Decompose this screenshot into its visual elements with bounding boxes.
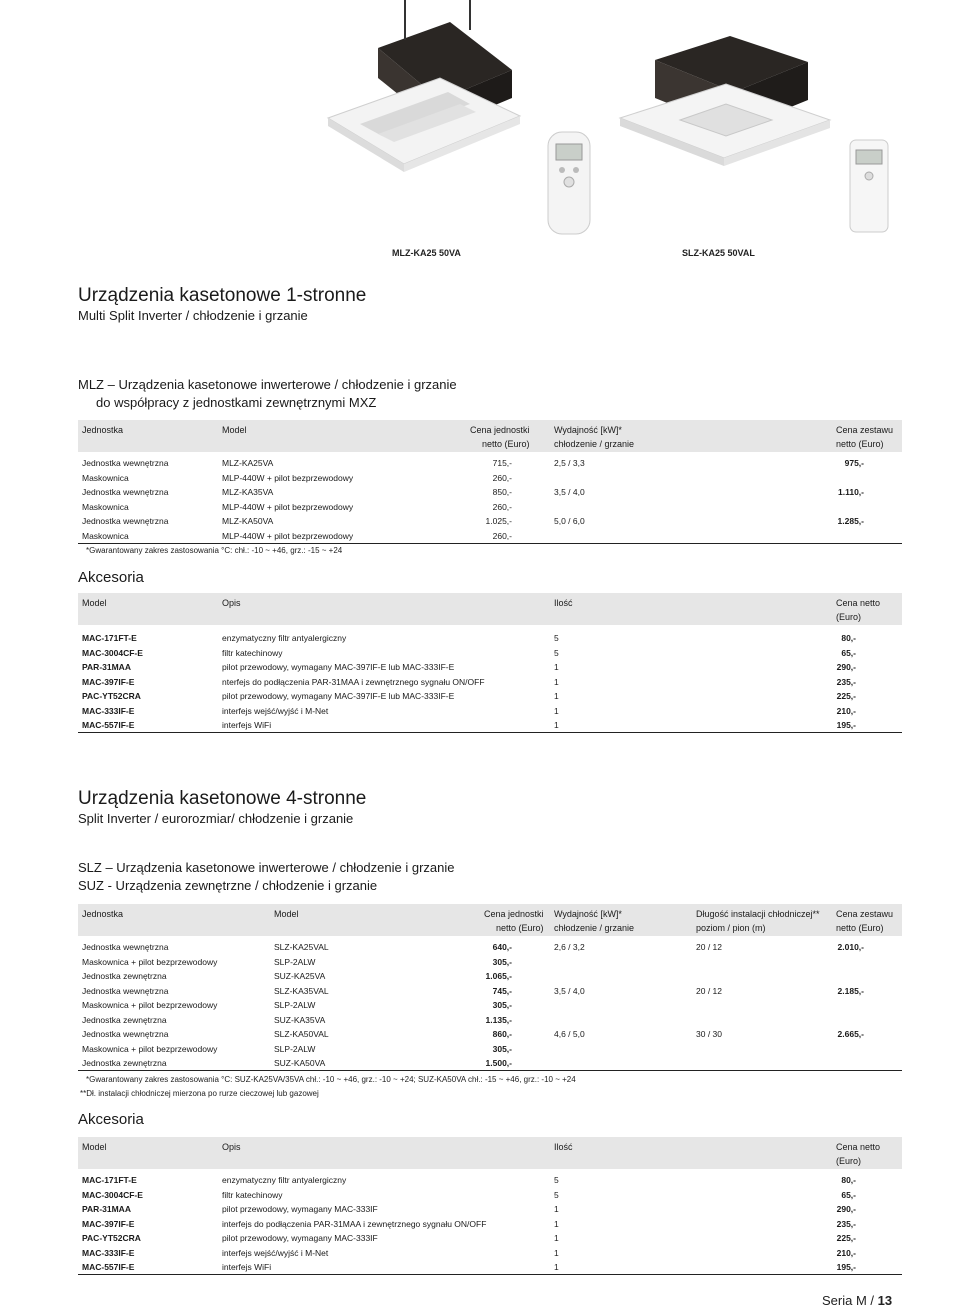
acc-th-desc: Opis [222,598,241,608]
cell-acc-desc: enzymatyczny filtr antyalergiczny [222,1175,347,1185]
acc-th-model: Model [82,598,107,608]
cell-acc-qty: 5 [554,633,559,643]
th-unit: Jednostka [82,425,124,435]
table-row [78,529,902,543]
cell-acc-desc: interfejs WiFi [222,720,272,730]
section1-table-header [78,420,902,452]
footer-series: Seria M / [822,1293,878,1308]
cell-acc-desc: enzymatyczny filtr antyalergiczny [222,633,347,643]
cell-acc-model: MAC-3004CF-E [82,647,143,658]
cell-acc-price: 80,- [841,633,856,643]
th-price-unit-1: Cena jednostki [470,425,530,435]
cell-acc-qty: 5 [554,647,559,658]
section1-subtitle: Multi Split Inverter / chłodzenie i grzanie [78,308,308,323]
table-row [78,456,902,470]
cell-acc-price: 65,- [841,647,856,658]
cell-price: 260,- [492,472,512,483]
th2-capacity-1: Wydajność [kW]* [554,909,622,919]
acc-th-price-2: (Euro) [836,612,862,622]
table-row [78,1027,902,1041]
cell-acc-qty: 1 [554,1218,559,1229]
cell-unit: Maskownica [82,530,129,541]
section1-accessories-title: Akcesoria [78,569,144,586]
cell-model: MLP-440W + pilot bezprzewodowy [222,501,354,512]
table-row [78,1217,902,1231]
cell-capacity: 4,6 / 5,0 [554,1029,585,1039]
cell-acc-price: 80,- [841,1175,856,1185]
table-row [78,1042,902,1056]
table-row [78,998,902,1012]
cell-acc-qty: 1 [554,720,559,730]
section2-table-header [78,904,902,936]
cell-acc-desc: interfejs WiFi [222,1262,272,1272]
product-illustrations [0,0,960,240]
cell-acc-qty: 1 [554,691,559,701]
th2-capacity-2: chłodzenie / grzanie [554,923,635,933]
cell-capacity: 3,5 / 4,0 [554,487,585,497]
section2-note1: *Gwarantowany zakres zastosowania °C: SUZ-KA25VA/35VA chł.: -10 ~ +46, grz.: -10 ~ +24; SUZ-KA50VA chł.: -15 ~ +46, grz.: -10 ~ +24 [86,1075,576,1084]
section2-heading-line2: SUZ - Urządzenia zewnętrzne / chłodzenie i grzanie [78,878,378,893]
cell-unit: Jednostka wewnętrzna [82,516,169,526]
cell-price: 715,- [492,458,512,468]
cell-model: SLZ-KA50VAL [274,1029,329,1039]
cell-acc-price: 210,- [836,705,856,716]
acc2-th-price-1: Cena netto [836,1142,881,1152]
cell-set-price: 2.185,- [837,985,864,996]
cell-unit: Maskownica [82,472,129,483]
th-price-set-2: netto (Euro) [836,439,884,449]
table-row [78,1246,902,1260]
cell-model: SLP-2ALW [274,1000,316,1010]
cell-acc-qty: 1 [554,705,559,716]
cell-unit: Jednostka wewnętrzna [82,1029,169,1039]
cell-acc-qty: 1 [554,1247,559,1258]
cell-acc-qty: 1 [554,1262,559,1272]
section2-title: Urządzenia kasetonowe 4-stronne [78,788,367,809]
th2-price-unit-2: netto (Euro) [496,923,544,933]
table-row [78,689,902,703]
cell-acc-model: MAC-557IF-E [82,1262,135,1272]
one-way-cassette-image [328,0,520,172]
cell-capacity: 3,5 / 4,0 [554,985,585,996]
table-row [78,646,902,660]
cell-model: SUZ-KA50VA [274,1058,326,1068]
cell-acc-desc: nterfejs do podłączenia PAR-31MAA i zewnętrznego sygnału ON/OFF [222,676,485,687]
cell-acc-model: MAC-333IF-E [82,705,135,716]
section1-heading-line1: MLZ – Urządzenia kasetonowe inwerterowe / chłodzenie i grzanie [78,377,457,392]
cell-price: 850,- [492,487,512,497]
cell-acc-qty: 1 [554,662,559,672]
cell-unit: Jednostka zewnętrzna [82,1014,167,1025]
cell-acc-desc: filtr katechinowy [222,647,283,658]
remote-control-image-2 [850,140,888,232]
th2-price-set-1: Cena zestawu [836,909,894,919]
cell-acc-model: MAC-171FT-E [82,1175,137,1185]
cell-acc-qty: 1 [554,1204,559,1214]
cell-price: 305,- [492,956,512,967]
cell-price: 260,- [492,530,512,541]
cell-set-price: 975,- [844,458,864,468]
row-divider [78,1274,902,1275]
cell-acc-price: 65,- [841,1189,856,1200]
table-row [78,940,902,954]
cell-length: 30 / 30 [696,1029,722,1039]
th-capacity-2: chłodzenie / grzanie [554,439,635,449]
cell-capacity: 2,5 / 3,3 [554,458,585,468]
cell-price: 1.135,- [485,1014,512,1025]
cell-model: MLP-440W + pilot bezprzewodowy [222,472,354,483]
table-row [78,1056,902,1070]
cell-price: 260,- [492,501,512,512]
cell-unit: Jednostka wewnętrzna [82,458,169,468]
table-row [78,704,902,718]
cell-acc-model: PAR-31MAA [82,1204,131,1214]
cell-unit: Jednostka wewnętrzna [82,985,169,996]
cell-acc-model: MAC-557IF-E [82,720,135,730]
table-row [78,1260,902,1274]
cell-model: SLZ-KA35VAL [274,985,329,996]
cell-unit: Maskownica + pilot bezprzewodowy [82,956,218,967]
table-row [78,1173,902,1187]
cell-acc-price: 195,- [836,720,856,730]
page-footer [822,1293,892,1308]
th-price-set-1: Cena zestawu [836,425,894,435]
cell-model: SUZ-KA25VA [274,971,326,981]
table-row [78,984,902,998]
cell-set-price: 2.665,- [837,1029,864,1039]
cell-unit: Jednostka zewnętrzna [82,1058,167,1068]
cell-acc-desc: pilot przewodowy, wymagany MAC-397IF-E lub MAC-333IF-E [222,691,455,701]
cell-set-price: 1.285,- [837,516,864,526]
remote-control-image-1 [548,132,590,234]
cell-length: 20 / 12 [696,942,722,952]
th2-unit: Jednostka [82,909,124,919]
cell-acc-price: 225,- [836,691,856,701]
cell-acc-qty: 5 [554,1189,559,1200]
table-row [78,1013,902,1027]
table-row [78,500,902,514]
cell-acc-desc: pilot przewodowy, wymagany MAC-333IF [222,1204,378,1214]
table-row [78,631,902,645]
four-way-cassette-image [620,36,830,166]
cell-set-price: 1.110,- [838,487,864,497]
cell-unit: Maskownica [82,501,129,512]
table-row [78,471,902,485]
acc-th-price-1: Cena netto [836,598,881,608]
table-row [78,955,902,969]
th-capacity-1: Wydajność [kW]* [554,425,622,435]
section1-acc-header [78,593,902,625]
th2-price-unit-1: Cena jednostki [484,909,544,919]
footer-page-number: 13 [877,1293,893,1308]
cell-acc-price: 225,- [836,1233,856,1243]
cell-acc-desc: pilot przewodowy, wymagany MAC-397IF-E lub MAC-333IF-E [222,662,455,672]
cell-model: SLZ-KA25VAL [274,942,329,952]
acc2-th-desc: Opis [222,1142,241,1152]
cell-acc-price: 235,- [836,1218,856,1229]
acc2-th-model: Model [82,1142,107,1152]
row-divider [78,732,902,733]
cell-acc-desc: interfejs wejść/wyjść i M-Net [222,1247,329,1258]
cell-acc-qty: 1 [554,1233,559,1243]
cell-length: 20 / 12 [696,985,722,996]
section2-heading-line1: SLZ – Urządzenia kasetonowe inwerterowe / chłodzenie i grzanie [78,860,455,875]
section1-heading-line2: do współpracy z jednostkami zewnętrznymi MXZ [96,395,377,410]
table-row [78,718,902,732]
cell-acc-price: 290,- [836,662,856,672]
acc-th-qty: Ilość [554,598,573,608]
cell-model: SUZ-KA35VA [274,1014,326,1025]
cell-acc-model: PAR-31MAA [82,662,131,672]
cell-acc-desc: interfejs wejść/wyjść i M-Net [222,705,329,716]
cell-acc-qty: 1 [554,676,559,687]
table-row [78,1231,902,1245]
cell-acc-desc: filtr katechinowy [222,1189,283,1200]
table-row [78,514,902,528]
cell-acc-qty: 5 [554,1175,559,1185]
section2-acc-header [78,1137,902,1169]
caption-right: SLZ-KA25 50VAL [682,248,755,258]
section1-title: Urządzenia kasetonowe 1-stronne [78,285,367,306]
cell-model: MLZ-KA35VA [222,487,274,497]
acc2-th-qty: Ilość [554,1142,573,1152]
cell-acc-model: MAC-171FT-E [82,633,137,643]
cell-price: 1.065,- [485,971,512,981]
cell-model: MLZ-KA50VA [222,516,274,526]
cell-unit: Jednostka wewnętrzna [82,487,169,497]
cell-unit: Jednostka zewnętrzna [82,971,167,981]
table-row [78,660,902,674]
th2-length-1: Długość instalacji chłodniczej** [696,909,820,919]
cell-price: 860,- [492,1029,512,1039]
cell-acc-desc: interfejs do podłączenia PAR-31MAA i zewnętrznego sygnału ON/OFF [222,1218,487,1229]
cell-acc-model: PAC-YT52CRA [82,691,141,701]
cell-model: SLP-2ALW [274,956,316,967]
section1-note: *Gwarantowany zakres zastosowania °C: chł.: -10 ~ +46, grz.: -15 ~ +24 [86,546,343,555]
table-row [78,969,902,983]
cell-acc-model: MAC-397IF-E [82,1218,135,1229]
th2-model: Model [274,909,299,919]
cell-price: 305,- [492,1043,512,1054]
section2-note2: **Dł. instalacji chłodniczej mierzona po rurze cieczowej lub gazowej [80,1089,319,1098]
cell-acc-model: MAC-397IF-E [82,676,135,687]
cell-acc-price: 195,- [836,1262,856,1272]
acc2-th-price-2: (Euro) [836,1156,862,1166]
table-row [78,485,902,499]
cell-price: 1.500,- [485,1058,512,1068]
section2-accessories-title: Akcesoria [78,1111,144,1128]
cell-capacity: 5,0 / 6,0 [554,516,585,526]
table-row [78,675,902,689]
cell-set-price: 2.010,- [837,942,864,952]
row-divider [78,1070,902,1071]
cell-acc-model: MAC-333IF-E [82,1247,135,1258]
cell-model: MLP-440W + pilot bezprzewodowy [222,530,354,541]
table-row [78,1188,902,1202]
product-photos [0,0,960,240]
th-model: Model [222,425,247,435]
th2-length-2: poziom / pion (m) [696,923,766,933]
cell-price: 745,- [492,985,512,996]
cell-acc-price: 235,- [836,676,856,687]
cell-model: SLP-2ALW [274,1043,316,1054]
cell-acc-model: MAC-3004CF-E [82,1189,143,1200]
cell-unit: Maskownica + pilot bezprzewodowy [82,1000,218,1010]
cell-price: 640,- [492,942,512,952]
th-price-unit-2: netto (Euro) [482,439,530,449]
th2-price-set-2: netto (Euro) [836,923,884,933]
table-row [78,1202,902,1216]
cell-acc-price: 290,- [836,1204,856,1214]
cell-acc-desc: pilot przewodowy, wymagany MAC-333IF [222,1233,378,1243]
cell-model: MLZ-KA25VA [222,458,274,468]
cell-price: 305,- [492,1000,512,1010]
cell-unit: Jednostka wewnętrzna [82,942,169,952]
cell-unit: Maskownica + pilot bezprzewodowy [82,1043,218,1054]
cell-capacity: 2,6 / 3,2 [554,942,585,952]
row-divider [78,543,902,544]
cell-price: 1.025,- [485,516,512,526]
caption-left: MLZ-KA25 50VA [392,248,461,258]
section2-subtitle: Split Inverter / eurorozmiar/ chłodzenie i grzanie [78,811,354,826]
cell-acc-price: 210,- [836,1247,856,1258]
cell-acc-model: PAC-YT52CRA [82,1233,141,1243]
